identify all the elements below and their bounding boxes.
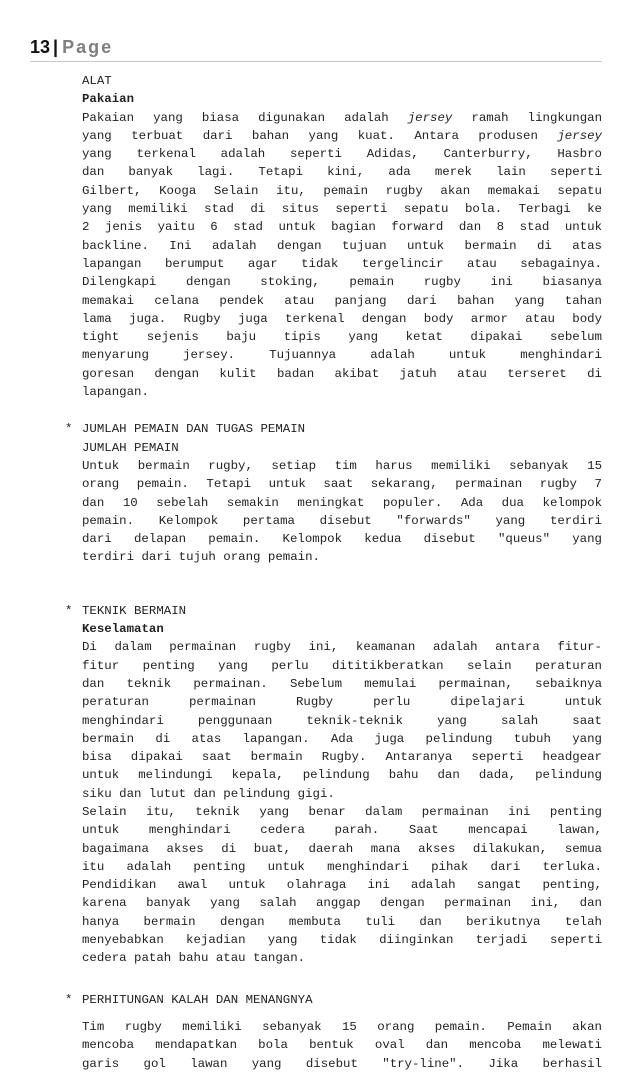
section-4 — [65, 991, 602, 1073]
paragraph-line: dan teknik permainan. Sebelum memulai permainan, sebaiknya — [82, 676, 602, 691]
paragraph-line: lapangan berumput agar tidak tergelincir atau sebagainya. — [82, 256, 602, 271]
paragraph-line: garis gol lawan yang disebut "try-line". Jika berhasil — [82, 1056, 602, 1071]
section-subheading: Keselamatan — [82, 622, 164, 637]
section-subheading: JUMLAH PEMAIN — [82, 440, 179, 455]
paragraph-line: tight sejenis baju tipis yang ketat dipakai sebelum — [82, 330, 602, 345]
paragraph-line: dan 10 sebelah semakin meningkat populer. Ada dua kelompok — [82, 495, 602, 510]
paragraph-line: siku dan lutut dan pelindung gigi. — [82, 786, 335, 801]
paragraph-line: fitur penting yang perlu dititikberatkan selain peraturan — [82, 658, 602, 673]
paragraph-line: yang terkenal adalah seperti Adidas, Canterburry, Hasbro — [82, 147, 602, 162]
section-title: PERHITUNGAN KALAH DAN MENANGNYA — [82, 992, 313, 1007]
paragraph-line: Selain itu, teknik yang benar dalam permainan ini penting — [82, 804, 602, 819]
paragraph-line: backline. Ini adalah dengan tujuan untuk bermain di atas — [82, 238, 602, 253]
paragraph-line: Dilengkapi dengan stoking, pemain rugby ini biasanya — [82, 275, 602, 290]
bullet-marker: * — [65, 422, 73, 437]
paragraph-line: itu adalah penting untuk menghindari pihak dari terluka. — [82, 859, 602, 874]
page-label: Page — [62, 37, 114, 57]
section-3 — [65, 602, 602, 968]
document-body — [65, 72, 603, 1073]
section-title: ALAT — [82, 74, 112, 88]
paragraph-line: Pakaian yang biasa digunakan adalah jersey ramah lingkungan — [82, 110, 603, 125]
paragraph-line: yang memiliki stad di situs seperti sepatu bola. Terbagi ke — [82, 202, 602, 217]
paragraph-line: untuk menghindari cedera parah. Saat mencapai lawan, — [82, 823, 602, 838]
paragraph-line: goresan dengan kulit badan akibat jatuh atau terseret di — [82, 366, 602, 381]
section-subheading: Pakaian — [82, 92, 135, 107]
paragraph-line: Di dalam permainan rugby ini, keamanan adalah antara fitur- — [82, 640, 602, 655]
section-2 — [65, 420, 602, 566]
bullet-marker: * — [65, 603, 73, 618]
section-title: TEKNIK BERMAIN — [82, 603, 187, 618]
paragraph-line: dari delapan pemain. Kelompok kedua disebut "queus" yang — [82, 532, 602, 547]
paragraph-line: menyarung jersey. Tujuannya adalah untuk menghindari — [82, 348, 602, 363]
paragraph-line: bagaimana akses di buat, daerah mana akses dilakukan, semua — [82, 841, 602, 856]
paragraph-line: karena banyak yang salah anggap dengan permainan ini, dan — [82, 896, 602, 911]
paragraph-line: orang pemain. Tetapi untuk saat sekarang, permainan rugby 7 — [82, 477, 602, 492]
page-number: 13 — [30, 37, 51, 57]
paragraph-line: yang terbuat dari bahan yang kuat. Antara produsen jersey — [82, 128, 602, 143]
paragraph-line: lama juga. Rugby juga terkenal dengan body armor atau body — [82, 311, 602, 326]
paragraph-line: Tim rugby memiliki sebanyak 15 orang pemain. Pemain akan — [82, 1019, 602, 1034]
paragraph-line: memakai celana pendek atau panjang dari bahan yang tahan — [82, 293, 602, 308]
paragraph-line: hanya bermain dengan membuta tuli dan berikutnya telah — [82, 914, 602, 929]
paragraph-line: menyebabkan kejadian yang tidak diinginkan terjadi seperti — [82, 933, 602, 948]
paragraph-line: Pendidikan awal untuk olahraga ini adalah sangat penting, — [82, 878, 602, 893]
paragraph-line: terdiri dari tujuh orang pemain. — [82, 550, 320, 565]
paragraph-line: pemain. Kelompok pertama disebut "forwards" yang terdiri — [82, 513, 602, 528]
paragraph-line: mencoba mendapatkan bola bentuk oval dan mencoba melewati — [82, 1038, 602, 1053]
paragraph-line: peraturan permainan Rugby perlu dipelajari untuk — [82, 695, 602, 710]
page-header — [30, 36, 602, 62]
paragraph-line: bisa dipakai saat bermain Rugby. Antaranya seperti headgear — [82, 750, 602, 765]
paragraph-line: untuk melindungi kepala, pelindung bahu dan dada, pelindung — [82, 768, 602, 783]
paragraph-line: cedera patah bahu atau tangan. — [82, 951, 306, 966]
paragraph-line: menghindari penggunaan teknik-teknik yang salah saat — [82, 713, 602, 728]
header-separator: | — [53, 37, 59, 57]
paragraph-line: 2 jenis yaitu 6 stad untuk bagian forward dan 8 stad untuk — [82, 220, 602, 235]
paragraph-line: Gilbert, Kooga Selain itu, pemain rugby akan memakai sepatu — [82, 183, 602, 198]
paragraph-line: bermain di atas lapangan. Ada juga pelindung tubuh yang — [82, 731, 602, 746]
section-title: JUMLAH PEMAIN DAN TUGAS PEMAIN — [82, 422, 306, 437]
paragraph-line: Untuk bermain rugby, setiap tim harus memiliki sebanyak 15 — [82, 458, 602, 473]
paragraph-line: dan banyak lagi. Tetapi kini, ada merek lain seperti — [82, 165, 602, 180]
section-1 — [82, 72, 602, 401]
paragraph-line: lapangan. — [82, 385, 149, 400]
bullet-marker: * — [65, 992, 73, 1007]
